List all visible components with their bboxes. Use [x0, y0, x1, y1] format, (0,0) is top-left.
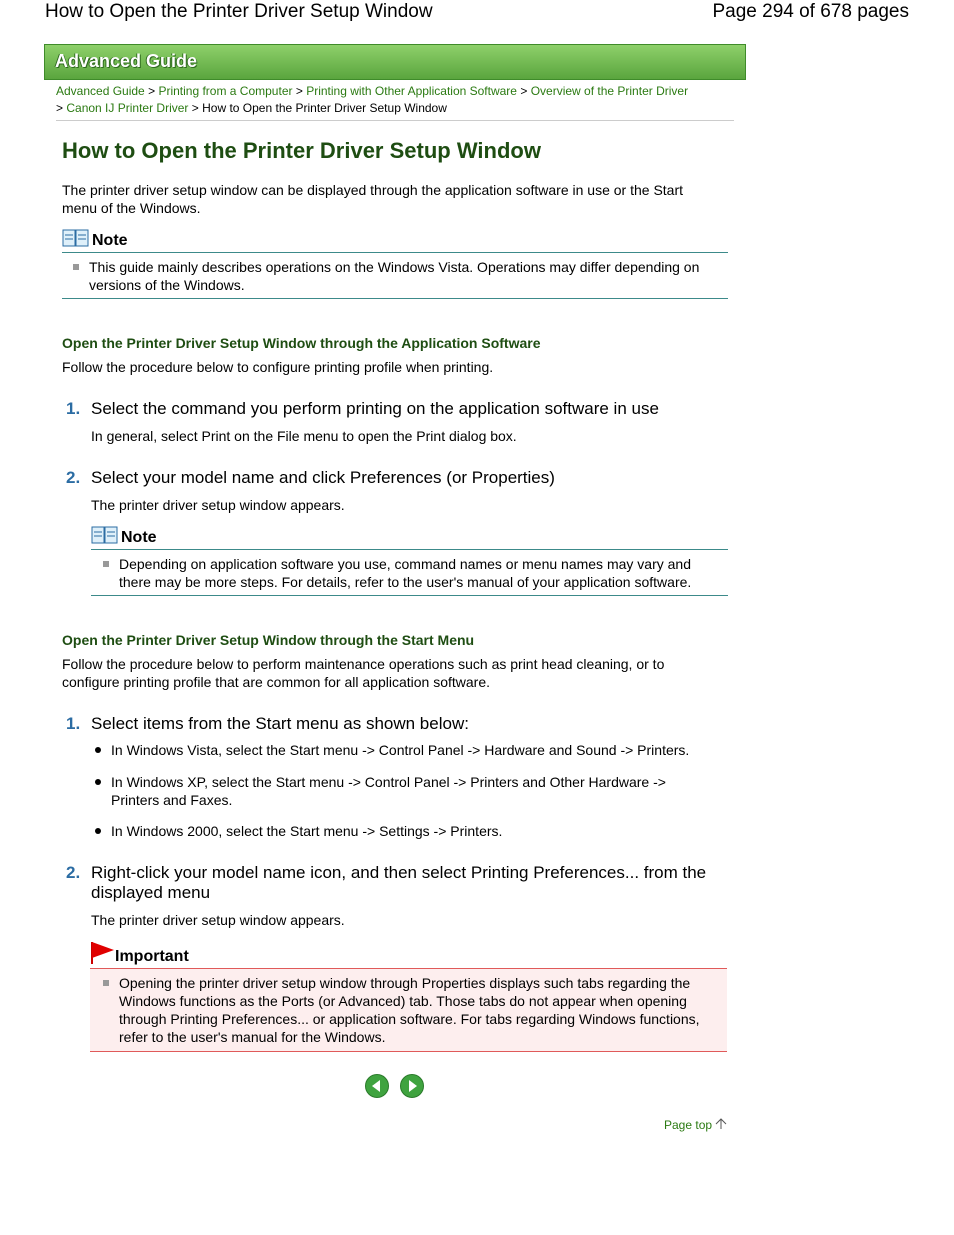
- note-heading: Note: [121, 529, 157, 546]
- breadcrumb-separator: >: [191, 101, 199, 115]
- arrow-right-icon: [401, 1075, 423, 1097]
- intro-paragraph: The printer driver setup window can be displayed through the application software in use or the Start menu of the Windows.: [62, 182, 684, 216]
- banner-label: Advanced Guide: [55, 51, 198, 71]
- note-text: This guide mainly describes operations on the Windows Vista. Operations may differ depending on versions of the Windows.: [89, 259, 700, 293]
- step-title: Select the command you perform printing on the application software in use: [91, 399, 659, 418]
- important-heading: Important: [115, 948, 189, 965]
- section-heading-start-menu: Open the Printer Driver Setup Window through the Start Menu: [62, 632, 475, 648]
- step-description: The printer driver setup window appears.: [91, 497, 345, 513]
- bullet-dot-icon: [95, 779, 101, 785]
- list-item: In Windows XP, select the Start menu -> Control Panel -> Printers and Other Hardware -> Printers and Faxes.: [111, 774, 666, 808]
- note-text: Depending on application software you use, command names or menu names may vary and there may be more steps. For details, refer to the user's manual of your application software.: [119, 556, 692, 590]
- advanced-guide-banner: [44, 44, 746, 80]
- previous-page-button[interactable]: [365, 1074, 389, 1098]
- list-item: In Windows 2000, select the Start menu -> Settings -> Printers.: [111, 823, 503, 839]
- page-title: How to Open the Printer Driver Setup Window: [62, 138, 541, 163]
- step-number: 2.: [66, 468, 81, 487]
- arrow-up-icon: [715, 1118, 727, 1130]
- breadcrumb-separator: >: [148, 84, 156, 98]
- breadcrumb: [56, 83, 736, 117]
- breadcrumb-divider: [56, 120, 734, 121]
- note-top-rule: [91, 549, 728, 550]
- step-title: Right-click your model name icon, and then select Printing Preferences... from the displayed menu: [91, 863, 707, 902]
- breadcrumb-link-overview-driver[interactable]: Overview of the Printer Driver: [530, 84, 689, 98]
- step-title: Select your model name and click Preferences (or Properties): [91, 468, 555, 487]
- step-description: The printer driver setup window appears.: [91, 912, 345, 928]
- breadcrumb-link-printing-from-computer[interactable]: Printing from a Computer: [158, 84, 293, 98]
- note-top-rule: [62, 252, 728, 253]
- note-bullet-icon: [73, 264, 79, 270]
- note-book-icon: [91, 525, 119, 545]
- breadcrumb-separator: >: [520, 84, 528, 98]
- breadcrumb-current: How to Open the Printer Driver Setup Window: [202, 101, 447, 115]
- document-title: How to Open the Printer Driver Setup Window: [45, 1, 433, 22]
- list-item: In Windows Vista, select the Start menu -> Control Panel -> Hardware and Sound -> Printers.: [111, 742, 690, 758]
- step-description: In general, select Print on the File menu to open the Print dialog box.: [91, 428, 517, 444]
- step-number: 1.: [66, 399, 81, 418]
- note-bottom-rule: [62, 298, 728, 299]
- section-intro: Follow the procedure below to perform maintenance operations such as print head cleaning, or to configure printing profile that are common for all application software.: [62, 656, 665, 690]
- step-title: Select items from the Start menu as shown below:: [91, 714, 469, 733]
- arrow-left-icon: [366, 1075, 388, 1097]
- section-heading-application: Open the Printer Driver Setup Window through the Application Software: [62, 335, 541, 351]
- breadcrumb-link-printing-other-software[interactable]: Printing with Other Application Software: [306, 84, 517, 98]
- note-bottom-rule: [91, 595, 728, 596]
- step-number: 2.: [66, 863, 81, 882]
- page-top-link[interactable]: [664, 1118, 727, 1132]
- breadcrumb-link-advanced-guide[interactable]: Advanced Guide: [56, 84, 145, 98]
- section-intro: Follow the procedure below to configure printing profile when printing.: [62, 359, 494, 375]
- next-page-button[interactable]: [400, 1074, 424, 1098]
- note-heading: Note: [92, 232, 128, 249]
- page-top-label: Page top: [664, 1118, 713, 1132]
- breadcrumb-separator: >: [295, 84, 303, 98]
- important-bullet-icon: [103, 980, 109, 986]
- bullet-dot-icon: [95, 747, 101, 753]
- important-text: Opening the printer driver setup window through Properties displays such tabs regarding the Windows functions as the Ports (or Advanced) tab. Those tabs do not appear when opening through Printing Preferences... or application software. For tabs regarding Windows functions, refer to the user's manual for the Windows.: [119, 975, 700, 1045]
- page-counter: Page 294 of 678 pages: [712, 1, 909, 22]
- step-number: 1.: [66, 714, 81, 733]
- bullet-dot-icon: [95, 828, 101, 834]
- breadcrumb-link-canon-ij-driver[interactable]: Canon IJ Printer Driver: [66, 101, 189, 115]
- note-bullet-icon: [103, 561, 109, 567]
- flag-icon: [90, 940, 116, 966]
- breadcrumb-separator: >: [56, 101, 64, 115]
- note-book-icon: [62, 228, 90, 248]
